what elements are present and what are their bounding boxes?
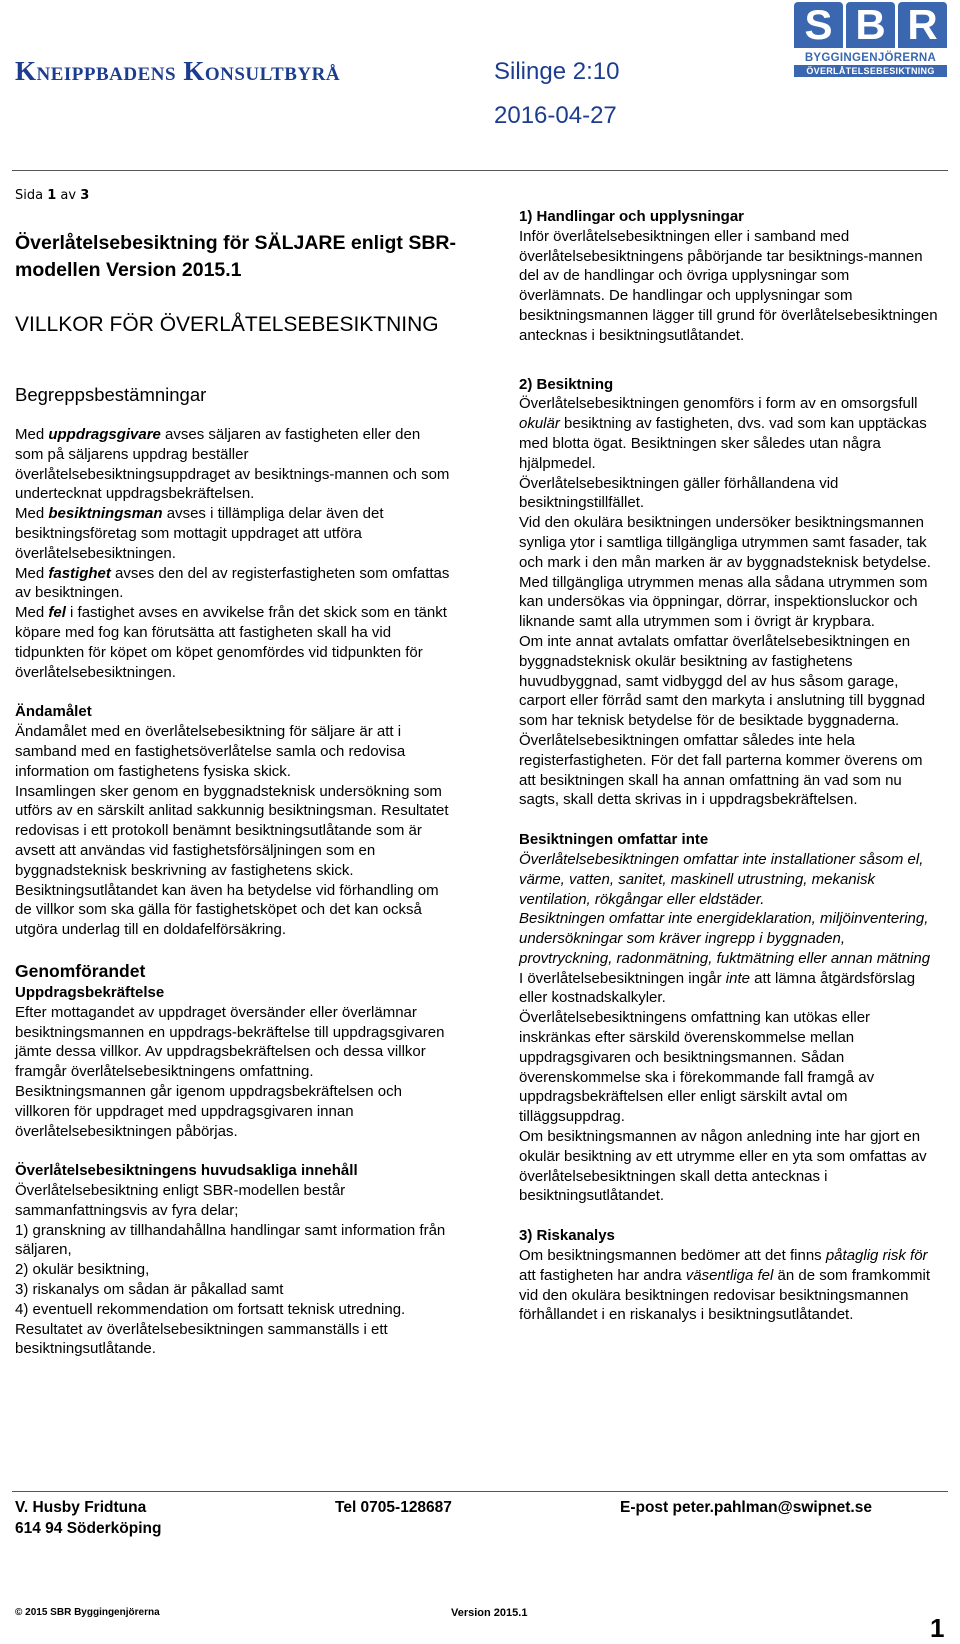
section-heading-omfattar-inte: Besiktningen omfattar inte (519, 831, 709, 849)
besiktning-paragraph-3: Vid den okulära besiktningen undersöker besiktningsmannen synliga ytor i samtliga tillgängliga utrymmen samt fasader, tak och mark i den mån marken är av byggnadsteknisk betydelse. Med tillgängliga utrymmen menas alla sådana utrymmen som kan undersökas via öppningar, dörrar, inspektionsluckor och liknande samt alla utrymmen som i övrigt är krypbara. (519, 514, 931, 631)
page-number: 1 (930, 1613, 945, 1643)
handlingar-paragraph-1: Inför överlåtelsebesiktningen eller i samband med överlåtelsebesiktningens påbörjande tar besiktnings-mannen del av de handlingar och övriga upplysningar som överlämnats. De handlingar och upplysningar som besiktningsmannen lägger till grund för överlåtelsebesiktningen antecknas i besiktningsutlåtandet. (519, 227, 938, 344)
sbr-logo (794, 2, 947, 82)
innehall-item-2: 2) okulär besiktning, (15, 1261, 150, 1279)
innehall-paragraph-2: Resultatet av överlåtelsebesiktningen sammanställs i ett besiktningsutlåtande. (15, 1320, 388, 1358)
subheading-uppdragsbekraftelse: Uppdragsbekräftelse (15, 983, 165, 1001)
logo-letter-r: R (898, 2, 947, 48)
page-indicator (15, 188, 89, 203)
footer-address: 614 94 Söderköping (15, 1520, 162, 1537)
right-column (519, 207, 939, 1325)
genomforande-paragraph-1: Efter mottagandet av uppdraget översänder eller överlämnar besiktningsmannen en uppdrags-bekräftelse till uppdragsgivaren jämte dessa villkor. Av uppdragsbekräftelsen och dessa villkor framgår överlåtelsebesiktningens omfattning. (15, 1003, 445, 1081)
document-subtitle: VILLKOR FÖR ÖVERLÅTELSEBESIKTNING (15, 313, 439, 336)
section-heading-andamal: Ändamålet (15, 703, 92, 721)
genomforande-paragraph-2: Besiktningsmannen går igenom uppdragsbekräftelsen och villkoren för uppdraget med uppdragsgivaren innan överlåtelsebesiktningen påbörjas. (15, 1082, 402, 1140)
footer-email: E-post peter.pahlman@swipnet.se (620, 1499, 872, 1516)
innehall-paragraph-1: Överlåtelsebesiktning enligt SBR-modellen består sammanfattningsvis av fyra delar; (15, 1182, 346, 1219)
riskanalys-paragraph-1: Om besiktningsmannen bedömer att det finns påtaglig risk för att fastigheten har andra väsentliga fel än de som framkommit vid den okulära besiktningen redovisar besiktningsmannen förhållandet i en riskanalys i besiktningsutlåtandet. (519, 1247, 931, 1324)
besiktning-paragraph-4: Om inte annat avtalats omfattar överlåtelsebesiktningen en byggnadsteknisk okulär besiktning av fastighetens huvudbyggnad, samt vidbyggd del av hus såsom garage, carport eller förråd samt den markyta i anslutning till byggnad som har teknisk betydelse för de besiktade byggnaderna. Överlåtelsebesiktningen omfattar således inte hela registerfastigheten. För det fall parterna kommer överens om att besiktningen skall ha annan omfattning än vad som nu sagts, skall detta skrivas in i uppdragsbekräftelsen. (519, 632, 926, 809)
omfattar-paragraph-2: Överlåtelsebesiktningens omfattning kan utökas eller inskränkas efter särskild överenskommelse mellan uppdragsgivaren och besiktningsmannen. Sådan överenskommelse ska i förekommande fall framgå av uppdragsbekräftelsen eller enligt särskilt avtal om tilläggsuppdrag. (519, 1009, 875, 1126)
section-heading-innehall: Överlåtelsebesiktningens huvudsakliga innehåll (15, 1162, 358, 1180)
besiktning-paragraph-1: Överlåtelsebesiktningen genomförs i form av en omsorgsfull okulär besiktning av fastigheten, dvs. vad som kan upptäckas med blotta ögat. Besiktningen sker således utan några hjälpmedel. (519, 395, 927, 472)
definition-fastighet: Med fastighet avses den del av registerfastigheten som omfattas av besiktningen. (15, 564, 450, 602)
footer-name: V. Husby Fridtuna (15, 1499, 147, 1516)
logo-letter-s: S (794, 2, 843, 48)
page-sep: av (60, 188, 77, 203)
emphasis-okular: okulär (519, 415, 560, 433)
term-fel: fel (48, 604, 66, 622)
footer-divider (12, 1491, 948, 1492)
term-besiktningsman: besiktningsman (48, 505, 163, 523)
emphasis-risk: påtaglig risk för (825, 1247, 928, 1265)
section-heading-handlingar: 1) Handlingar och upplysningar (519, 208, 745, 225)
term-uppdragsgivare: uppdragsgivare (48, 426, 161, 443)
omfattar-paragraph-1: I överlåtelsebesiktningen ingår inte att lämna åtgärdsförslag eller kostnadskalkyler. (519, 969, 916, 1007)
document-date: 2016-04-27 (494, 102, 617, 129)
andamal-paragraph-2: Insamlingen sker genom en byggnadsteknisk undersökning som utförs av en särskilt anlitad sakkunnig besiktningsman. Resultatet redovisas i ett protokoll benämnt besiktningsutlåtande som är avsett att användas vid fastighetsförsäljningen som en byggnadsteknisk beskrivning av fastighetens skick. (15, 782, 449, 879)
section-heading-besiktning: 2) Besiktning (519, 375, 614, 393)
besiktning-paragraph-2: Överlåtelsebesiktningen gäller förhållandena vid besiktningstillfället. (519, 474, 839, 512)
document-title: Överlåtelsebesiktning för SÄLJARE enligt SBR-modellen Version 2015.1 (15, 232, 457, 281)
logo-line-1: BYGGINGENJÖRERNA (804, 52, 937, 64)
property-designation: Silinge 2:10 (494, 58, 620, 85)
header-divider (12, 170, 948, 171)
page-total: 3 (80, 188, 90, 203)
copyright-notice: © 2015 SBR Byggingenjörerna (15, 1607, 160, 1618)
logo-letter-b: B (846, 2, 895, 48)
company-name: Kneippbadens Konsultbyrå (15, 56, 341, 86)
section-heading-riskanalys: 3) Riskanalys (519, 1227, 615, 1245)
andamal-paragraph-3: Besiktningsutlåtandet kan även ha betydelse vid förhandling om de villkor som ska gälla för fastighetsköpet och det kan också utgöra underlag till en doldafelförsäkring. (15, 881, 439, 939)
page-current: 1 (47, 188, 57, 203)
definition-fel: Med fel i fastighet avses en avvikelse från det skick som en tänkt köpare med fog kan förutsätta att fastigheten skall ha vid tidpunkten för köpet om köpet genomfördes vid tidpunkten för överlåtelsebesiktningen. (15, 604, 447, 681)
version-label: Version 2015.1 (451, 1607, 528, 1619)
definition-besiktningsman: Med besiktningsman avses i tillämpliga delar även det besiktningsföretag som mottagit uppdraget att utföra överlåtelsebesiktningen. (15, 505, 384, 562)
footer-phone: Tel 0705-128687 (335, 1499, 452, 1516)
sbr-logo-letters (794, 2, 947, 48)
left-column (15, 383, 450, 1359)
emphasis-fel: väsentliga fel (685, 1266, 774, 1284)
innehall-item-1: 1) granskning av tillhandahållna handlingar samt information från säljaren, (15, 1221, 446, 1259)
omfattar-paragraph-3: Om besiktningsmannen av någon anledning inte har gjort en okulär besiktning av ett utrymme eller en yta som omfattas av överlåtelsebesiktningen skall detta antecknas i besiktningsutlåtandet. (519, 1128, 927, 1205)
omfattar-emphasis-1: Överlåtelsebesiktningen omfattar inte installationer såsom el, värme, vatten, sanitet, maskinell utrustning, mekanisk ventilation, rökgångar eller eldstäder. (519, 850, 924, 908)
omfattar-emphasis-2: Besiktningen omfattar inte energideklaration, miljöinventering, undersökningar som kräver ingrepp i byggnaden, provtryckning, radonmätning, fuktmätning eller annan mätning (519, 910, 931, 967)
innehall-item-3: 3) riskanalys om sådan är påkallad samt (15, 1281, 284, 1299)
andamal-paragraph-1: Ändamålet med en överlåtelsebesiktning för säljare är att i samband med en fastighetsöverlåtelse samla och redovisa information om fastighetens fysiska skick. (15, 723, 406, 780)
logo-line-2: ÖVERLÅTELSEBESIKTNING (794, 65, 947, 77)
section-heading-begrepp: Begreppsbestämningar (15, 384, 207, 405)
page-prefix: Sida (15, 188, 44, 203)
innehall-item-4: 4) eventuell rekommendation om fortsatt teknisk utredning. (15, 1300, 406, 1318)
term-fastighet: fastighet (48, 564, 111, 582)
section-heading-genomforande: Genomförandet (15, 960, 146, 981)
definition-uppdragsgivare: Med uppdragsgivare avses säljaren av fastigheten eller den som på säljarens uppdrag beställer överlåtelsebesiktningsuppdraget av besiktnings-mannen och som undertecknat uppdragsbekräftelsen. (15, 426, 450, 503)
emphasis-inte: inte (725, 969, 750, 987)
